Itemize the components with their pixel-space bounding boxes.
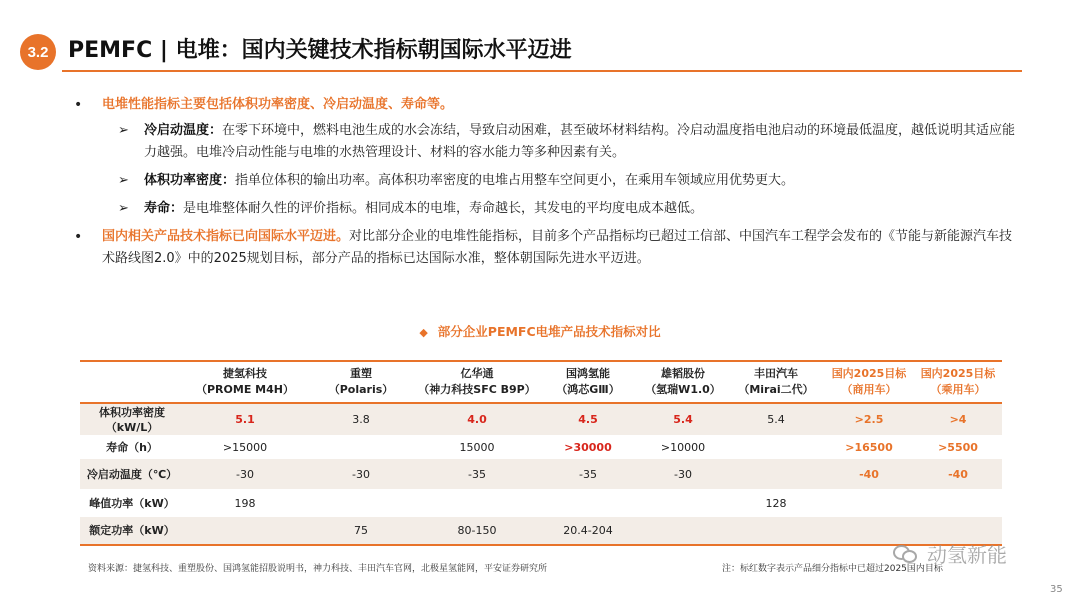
column-header: 重塑 （Polaris） <box>328 367 394 396</box>
table-cell <box>306 489 416 517</box>
table-cell <box>728 435 824 459</box>
table-row <box>80 517 1002 545</box>
watermark <box>893 538 1007 568</box>
bullet-list <box>74 94 1024 274</box>
table-cell: 128 <box>765 496 787 510</box>
diamond-icon: ◆ <box>419 326 428 339</box>
table-header-row <box>80 361 1002 403</box>
table-cell <box>306 435 416 459</box>
comparison-table <box>80 360 1002 546</box>
table-cell: 5.1 <box>235 413 255 426</box>
sub-bullet-term: 寿命： <box>144 201 184 216</box>
header-corner <box>80 361 184 403</box>
column-header: 国内2025目标 （乘用车） <box>920 367 996 396</box>
table-row <box>80 489 1002 517</box>
bullet-dot-icon: • <box>74 97 83 113</box>
table-cell: 4.0 <box>467 413 487 426</box>
section-badge: 3.2 <box>20 34 56 70</box>
table-cell <box>824 489 914 517</box>
column-header: 雄韬股份 （氢瑞W1.0） <box>645 367 721 396</box>
sub-bullet-text: 指单位体积的输出功率。高体积功率密度的电堆占用整车空间更小，在乘用车领域应用优势更大。 <box>235 173 795 188</box>
row-label: 额定功率（kW） <box>89 524 175 537</box>
table-cell: >16500 <box>845 440 893 454</box>
column-header: 国内2025目标 （商用车） <box>831 367 907 396</box>
table-cell <box>638 489 728 517</box>
wechat-icon <box>893 543 917 563</box>
table-cell: -40 <box>859 467 879 481</box>
column-header: 丰田汽车 （Mirai二代） <box>738 367 814 396</box>
table-cell: 75 <box>354 524 368 537</box>
arrow-bullet-icon: ➢ <box>118 173 129 188</box>
table-cell <box>728 459 824 489</box>
table-note: 注：标红数字表示产品细分指标中已超过2025国内目标 <box>722 564 943 574</box>
source-footnote: 资料来源：捷氢科技、重塑股份、国鸿氢能招股说明书，神力科技、丰田汽车官网，北极星氢能网，平安证券研究所 <box>88 564 548 574</box>
watermark-text: 动氢新能 <box>927 542 1007 567</box>
table-cell: 20.4-204 <box>563 524 613 537</box>
column-header: 捷氢科技 （PROME M4H） <box>196 367 294 396</box>
bullet-dot-icon: • <box>74 229 83 245</box>
table-cell: >10000 <box>660 440 706 454</box>
sub-bullet-text: 在零下环境中，燃料电池生成的水会冻结，导致启动困难，甚至破坏材料结构。冷启动温度指电池启动的环境最低温度，越低说明其适应能力越强。电堆冷启动性能与电堆的水热管理设计、材料的容水能力等多种因素有关。 <box>144 123 1016 160</box>
table-cell <box>184 517 306 545</box>
table-cell: >4 <box>949 413 967 426</box>
table-cell: >5500 <box>938 440 978 454</box>
table-row <box>80 459 1002 489</box>
page-title: PEMFC | 电堆：国内关键技术指标朝国际水平迈进 <box>68 38 572 63</box>
table-row <box>80 435 1002 459</box>
table-cell: 15000 <box>459 440 495 454</box>
table-cell: -40 <box>948 467 968 481</box>
table-cell <box>914 489 1002 517</box>
bullet-summary <box>74 94 1024 116</box>
table-cell <box>728 517 824 545</box>
table-cell: -35 <box>468 467 486 481</box>
sub-bullet-text: 是电堆整体耐久性的评价指标。相同成本的电堆，寿命越长，其发电的平均度电成本越低。 <box>183 201 704 216</box>
sub-bullet-term: 冷启动温度： <box>144 123 223 138</box>
row-label: 峰值功率（kW） <box>89 496 175 510</box>
page-number: 35 <box>1050 584 1063 595</box>
table-cell: 3.8 <box>352 413 370 426</box>
table-cell <box>638 517 728 545</box>
sub-bullet-lifetime <box>74 198 1024 220</box>
table-cell: 5.4 <box>673 413 693 426</box>
row-label: 体积功率密度 （kW/L） <box>99 405 165 434</box>
table-cell: >30000 <box>564 440 612 454</box>
table-cell: 4.5 <box>578 413 598 426</box>
sub-bullet-term: 体积功率密度： <box>144 173 236 188</box>
bullet-text: 对比部分企业的电堆性能指标，目前多个产品指标均已超过工信部、中国汽车工程学会发布的《节能与新能源汽车技术路线图2.0》中的2025规划目标，部分产品的指标已达国际水准，整体朝国际先进水平迈进。 <box>102 229 1013 266</box>
bullet-domestic-progress <box>74 226 1024 270</box>
column-header: 亿华通 （神力科技SFC B9P） <box>418 367 536 396</box>
table-title-text: 部分企业PEMFC电堆产品技术指标对比 <box>437 324 661 339</box>
row-label: 寿命（h） <box>106 440 158 454</box>
table-cell <box>416 489 538 517</box>
table-row <box>80 403 1002 435</box>
arrow-bullet-icon: ➢ <box>118 123 129 138</box>
table-cell: 5.4 <box>767 413 785 426</box>
title-divider <box>62 70 1022 72</box>
sub-bullet-cold-start <box>74 120 1024 164</box>
column-header: 国鸿氢能 （鸿芯GⅢ） <box>556 367 620 396</box>
table-cell: -35 <box>579 467 597 481</box>
table-cell: 198 <box>234 496 256 510</box>
table-cell: >2.5 <box>854 413 884 426</box>
sub-bullet-power-density <box>74 170 1024 192</box>
table-cell <box>538 489 638 517</box>
row-label: 冷启动温度（℃） <box>86 467 178 481</box>
table-cell: >15000 <box>222 440 268 454</box>
bullet-highlight: 电堆性能指标主要包括体积功率密度、冷启动温度、寿命等。 <box>102 97 454 112</box>
table-title <box>0 322 1080 340</box>
table-cell: -30 <box>236 467 254 481</box>
bullet-highlight: 国内相关产品技术指标已向国际水平迈进。 <box>102 229 350 244</box>
table-cell: 80-150 <box>457 524 497 537</box>
arrow-bullet-icon: ➢ <box>118 201 129 216</box>
table-cell: -30 <box>674 467 692 481</box>
table-cell: -30 <box>352 467 370 481</box>
